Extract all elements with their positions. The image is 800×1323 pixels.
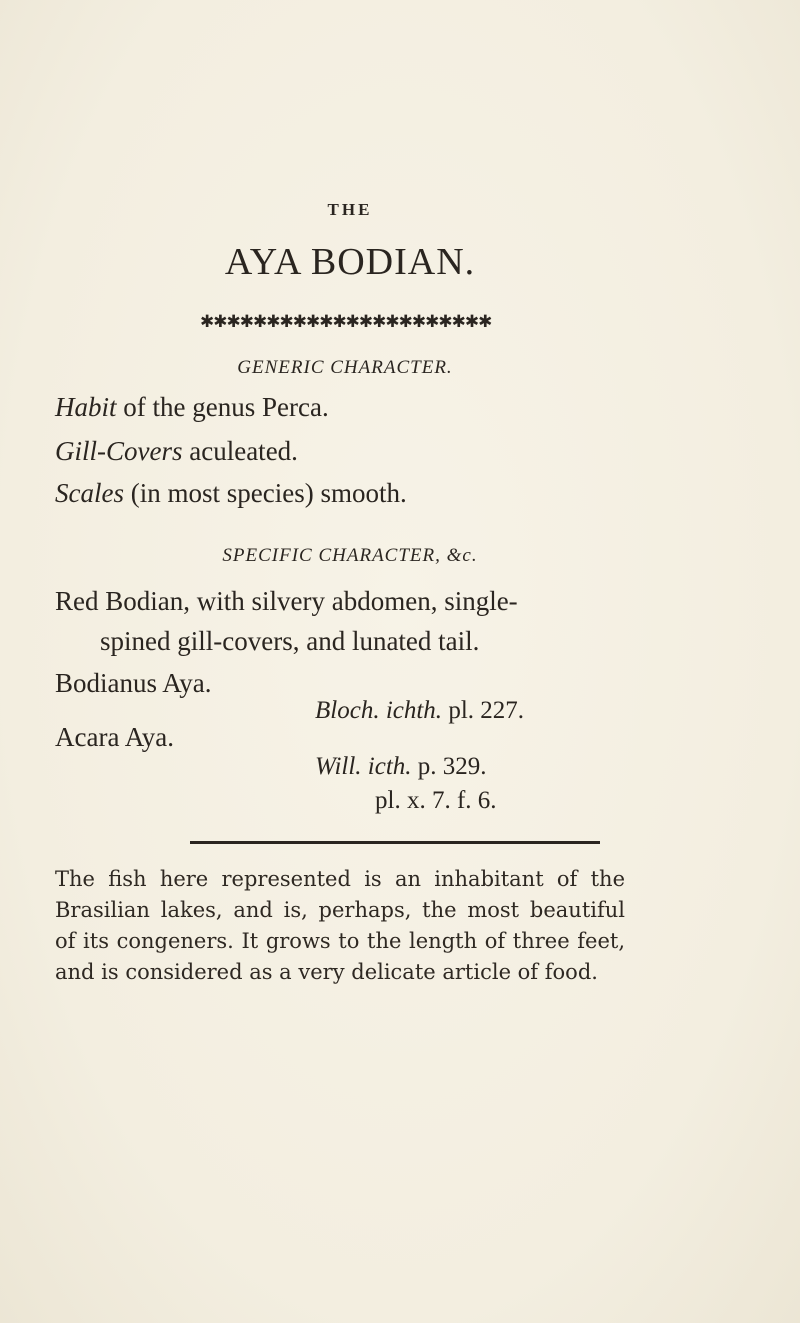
section-divider	[190, 841, 600, 844]
term-scales: Scales	[55, 478, 124, 508]
generic-line-habit	[55, 392, 329, 423]
generic-line-scales	[55, 478, 407, 509]
specific-character-heading: SPECIFIC CHARACTER, &c.	[222, 545, 478, 566]
reference-bloch-source: Bloch. ichth.	[315, 697, 443, 724]
reference-bloch	[315, 697, 524, 725]
paragraph-line-3: of its congeners. It grows to the length of three feet,	[55, 929, 625, 953]
ornament-stars: ✱✱✱✱✱✱✱✱✱✱✱✱✱✱✱✱✱✱✱✱✱✱	[200, 312, 492, 332]
specific-description-line-2: spined gill-covers, and lunated tail.	[100, 626, 480, 656]
paragraph-line-1: The fish here represented is an inhabitant of the	[55, 867, 625, 891]
specific-description-line-1: Red Bodian, with silvery abdomen, single-	[55, 586, 518, 616]
text-gill-covers: aculeated.	[182, 436, 298, 466]
generic-line-gill-covers	[55, 436, 298, 467]
reference-will	[315, 753, 487, 781]
page-title: AYA BODIAN.	[224, 241, 476, 283]
description-paragraph	[55, 864, 625, 988]
heading-the: THE	[327, 200, 373, 219]
synonym-bodianus-aya: Bodianus Aya.	[55, 668, 212, 698]
text-habit: of the genus Perca.	[116, 392, 329, 422]
reference-will-plate: pl. x. 7. f. 6.	[375, 787, 497, 814]
text-scales: (in most species) smooth.	[123, 478, 407, 508]
reference-will-source: Will. icth.	[315, 753, 412, 780]
paragraph-line-4: and is considered as a very delicate article of food.	[55, 960, 598, 984]
term-gill-covers: Gill-Covers	[55, 436, 183, 466]
reference-bloch-plate: pl. 227.	[442, 697, 525, 724]
paragraph-line-2: Brasilian lakes, and is, perhaps, the most beautiful	[55, 898, 625, 922]
synonym-acara-aya: Acara Aya.	[55, 722, 174, 752]
reference-will-page: p. 329.	[411, 753, 487, 780]
generic-character-heading: GENERIC CHARACTER.	[237, 357, 453, 378]
term-habit: Habit	[55, 392, 117, 422]
